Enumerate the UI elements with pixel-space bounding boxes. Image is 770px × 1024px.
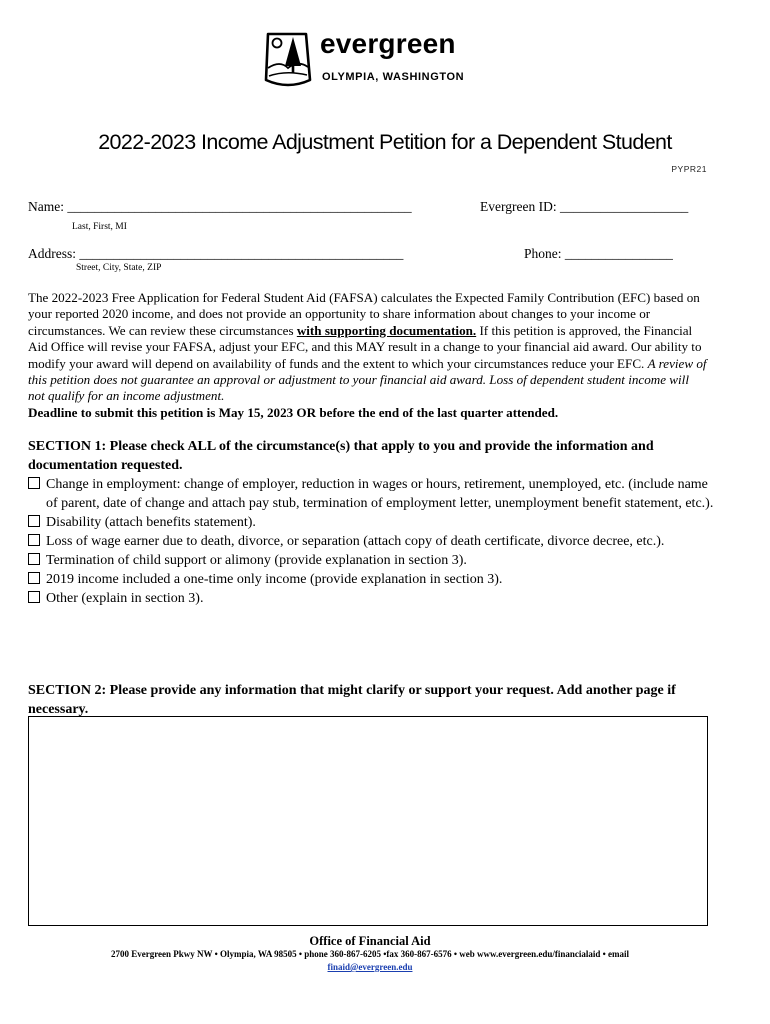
checkbox-icon[interactable] (28, 534, 40, 546)
checkbox-icon[interactable] (28, 515, 40, 527)
circumstance-label: Other (explain in section 3). (46, 591, 204, 606)
section-1-heading: SECTION 1: Please check ALL of the circumstance(s) that apply to you and provide the information and documentation requested. (28, 439, 654, 473)
evergreen-logo (262, 30, 482, 88)
circumstance-label: Termination of child support or alimony (provide explanation in section 3). (46, 553, 467, 568)
phone-field[interactable]: Phone: ________________ (524, 246, 673, 261)
intro-disclaimer: A review of this petition does not guarantee an approval or adjustment to your financial aid award. Loss of dependent student income will not qualify for an income adjustment. (28, 355, 707, 404)
checkbox-icon[interactable] (28, 572, 40, 584)
intro-text: The 2022-2023 Free Application for Federal Student Aid (FAFSA) calculates the Expected Family Contribution (EFC) based on your reported 2020 income, and does not provide an opportunity to share information about changes to your income or circumstances. We can review these circumstances (28, 290, 700, 338)
tree-emblem-icon (262, 30, 314, 88)
circumstance-label: Change in employment: change of employer, reduction in wages or hours, retirement, unemployed, etc. (include name of parent, date of change and attach pay stub, termination of employment letter, unemployment benefit statement, etc.). (46, 477, 714, 511)
form-code: PYPR21 (671, 164, 707, 174)
intro-paragraph (28, 290, 708, 421)
logo-name: evergreen (320, 28, 456, 59)
deadline-notice: Deadline to submit this petition is May 15, 2023 OR before the end of the last quarter attended. (28, 404, 559, 420)
footer-address: 2700 Evergreen Pkwy NW • Olympia, WA 98505 • phone 360-867-6205 •fax 360-867-6576 • web www.evergreen.edu/financialaid • email (110, 949, 630, 959)
intro-text-continued: If this petition is approved, the Financial Aid Office will revise your FAFSA, adjust your EFC, and this MAY result in a change to your financial aid award. Our ability to modify your award will depend on availability of funds and the extent to which your circumstances reduce your EFC. (28, 322, 702, 371)
evergreen-id-field[interactable]: Evergreen ID: ___________________ (480, 199, 689, 214)
name-hint: Last, First, MI (72, 222, 127, 232)
circumstance-label: 2019 income included a one-time only income (provide explanation in section 3). (46, 572, 503, 587)
circumstance-other[interactable] (28, 589, 718, 608)
checkbox-icon[interactable] (28, 477, 40, 489)
circumstance-one-time-income[interactable] (28, 570, 718, 589)
logo-location: OLYMPIA, WASHINGTON (322, 71, 465, 83)
circumstance-employment[interactable] (28, 475, 718, 513)
circumstance-label: Loss of wage earner due to death, divorce, or separation (attach copy of death certificate, divorce decree, etc.). (46, 534, 665, 549)
name-field[interactable]: Name: ___________________________________________________ (28, 199, 412, 214)
footer-email-link[interactable]: finaid@evergreen.edu (327, 962, 413, 972)
circumstance-disability[interactable] (28, 513, 718, 532)
footer-office: Office of Financial Aid (309, 934, 431, 948)
section-2-response-box[interactable] (28, 716, 708, 926)
checkbox-icon[interactable] (28, 553, 40, 565)
intro-emphasis: with supporting documentation. (296, 322, 477, 338)
checkbox-icon[interactable] (28, 591, 40, 603)
circumstance-label: Disability (attach benefits statement). (46, 515, 256, 530)
circumstance-child-support[interactable] (28, 551, 718, 570)
address-hint: Street, City, State, ZIP (76, 263, 162, 273)
section-1 (28, 437, 718, 608)
document-title: 2022-2023 Income Adjustment Petition for a Dependent Student (98, 130, 672, 154)
section-2-heading: SECTION 2: Please provide any information that might clarify or support your request. Add another page if necessary. (28, 683, 676, 717)
circumstance-loss-of-wage-earner[interactable] (28, 532, 718, 551)
address-field[interactable]: Address: ________________________________________________ (28, 246, 404, 261)
